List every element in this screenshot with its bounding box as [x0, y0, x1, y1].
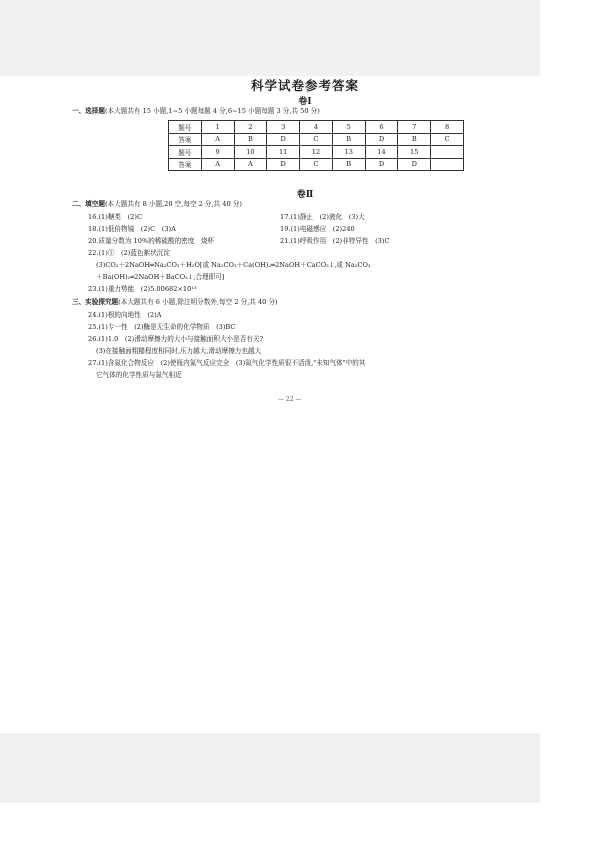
answer-27-part-1: 27.(1)含氮化合物反应 (2)使瓶内氮气反应完全 (3)氮气化学性质很不活泼,"未知气体"中的其: [88, 359, 366, 367]
page-number: — 22 —: [278, 396, 302, 403]
table-cell: C: [300, 133, 333, 146]
section-1-heading: 一、选择题: [72, 107, 105, 115]
section-2-line: [72, 200, 242, 209]
section-1-line: [72, 107, 320, 116]
section-2-heading: 二、填空题: [72, 200, 105, 208]
table-cell: D: [267, 133, 300, 146]
table-cell: A: [201, 158, 234, 171]
table-cell: 10: [234, 146, 267, 159]
table-cell: D: [398, 158, 431, 171]
answer-25: 25.(1)专一性 (2)酶是无生命的化学物质 (3)BC: [88, 323, 236, 331]
table-cell: 答案: [169, 133, 202, 146]
table-row: [169, 121, 464, 134]
table-cell: B: [234, 133, 267, 146]
section-1-note: (本大题共有 15 小题,1~5 小题每题 4 分,6~15 小题每题 3 分,共 50 分): [104, 107, 320, 115]
answer-18: 18.(1)低倍物镜 (2)C (3)A: [88, 225, 176, 233]
table-row: [169, 146, 464, 159]
table-cell: 14: [365, 146, 398, 159]
answer-sheet: [72, 76, 538, 416]
table-cell: [431, 146, 464, 159]
table-cell: 题号: [169, 121, 202, 134]
table-cell: B: [332, 133, 365, 146]
scan-top-band: [0, 0, 540, 76]
table-cell: D: [365, 158, 398, 171]
answer-20: 20.质量分数为 10%的稀硫酸的密度 烧杯: [88, 237, 215, 245]
table-cell: 5: [332, 121, 365, 134]
scan-bottom-band: [0, 733, 540, 803]
table-cell: A: [234, 158, 267, 171]
answer-17: 17.(1)静止 (2)液化 (3)大: [280, 213, 365, 221]
table-cell: B: [398, 133, 431, 146]
table-cell: [431, 158, 464, 171]
answer-table: [168, 120, 464, 171]
volume-1-heading: 卷Ⅰ: [298, 97, 312, 107]
answer-27-part-2: 它气体的化学性质与氮气相近: [96, 371, 182, 379]
answer-22-part-1: 22.(1)① (2)蓝色絮状沉淀: [88, 249, 170, 257]
table-cell: 15: [398, 146, 431, 159]
table-cell: 3: [267, 121, 300, 134]
volume-2-heading: 卷Ⅱ: [296, 190, 314, 200]
table-cell: 2: [234, 121, 267, 134]
table-cell: C: [300, 158, 333, 171]
section-3-line: [72, 298, 278, 307]
section-3-heading: 三、实验探究题: [72, 298, 119, 306]
answer-26-part-2: (3)在接触面粗糙程度相同时,压力越大,滑动摩擦力也越大: [96, 347, 262, 355]
table-cell: 6: [365, 121, 398, 134]
answer-26-part-1: 26.(1)1.0 (2)滑动摩擦力的大小与接触面积大小是否有关?: [88, 335, 264, 343]
table-cell: B: [332, 158, 365, 171]
table-row: [169, 133, 464, 146]
table-cell: 1: [201, 121, 234, 134]
table-cell: 答案: [169, 158, 202, 171]
table-cell: 13: [332, 146, 365, 159]
table-cell: 12: [300, 146, 333, 159]
answer-23: 23.(1)重力势能 (2)5.00682×10¹³: [88, 285, 197, 293]
answer-21: 21.(1)呼吸作用 (2)非特异性 (3)C: [280, 237, 390, 245]
table-cell: 11: [267, 146, 300, 159]
page-title: 科学试卷参考答案: [250, 78, 359, 93]
answer-22-part-2: (3)CO₂＋2NaOH═Na₂CO₃＋H₂O[或 Na₂CO₃＋Ca(OH)₂═2NaOH＋CaCO₃↓,或 Na₂CO₃: [96, 261, 371, 269]
table-cell: A: [201, 133, 234, 146]
table-cell: 4: [300, 121, 333, 134]
table-cell: D: [365, 133, 398, 146]
section-2-note: (本大题共有 8 小题,20 空,每空 2 分,共 40 分): [104, 200, 242, 208]
section-3-note: (本大题共有 6 小题,除注明分数外,每空 2 分,共 40 分): [118, 298, 278, 306]
table-row: [169, 158, 464, 171]
answer-24: 24.(1)根的向地性 (2)A: [88, 311, 162, 319]
table-cell: 9: [201, 146, 234, 159]
table-cell: C: [431, 133, 464, 146]
answer-19: 19.(1)电磁感应 (2)240: [280, 225, 355, 233]
answer-16: 16.(1)糖类 (2)C: [88, 213, 142, 221]
answer-22-part-3: ＋Ba(OH)₂═2NaOH＋BaCO₃↓,合理即可]: [96, 273, 225, 281]
table-cell: 8: [431, 121, 464, 134]
table-cell: 7: [398, 121, 431, 134]
table-cell: 题号: [169, 146, 202, 159]
table-cell: D: [267, 158, 300, 171]
